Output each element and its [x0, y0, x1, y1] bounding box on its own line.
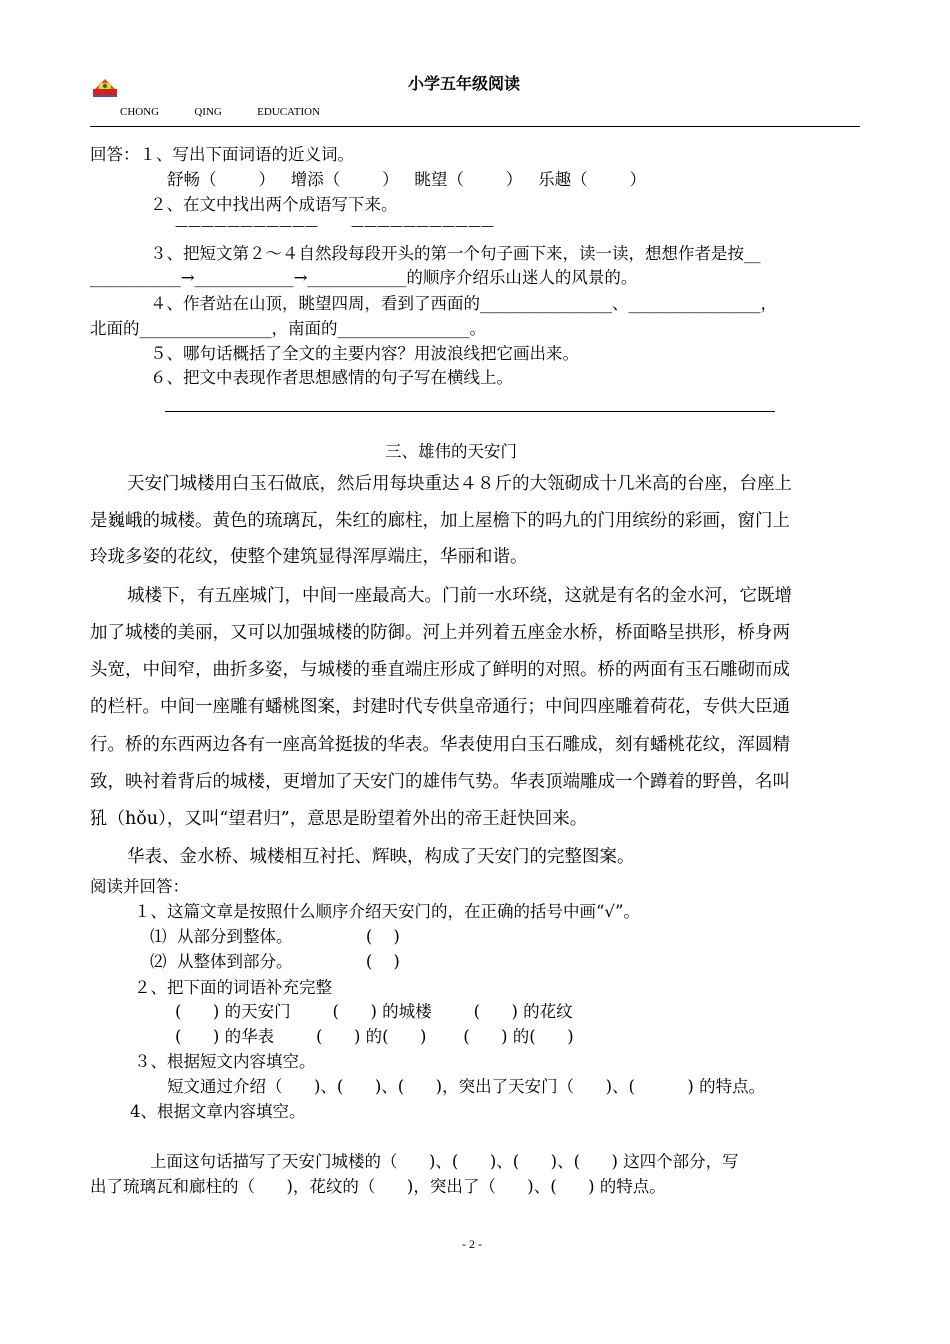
part-a-line: ５、哪句话概括了全文的主要内容？用波浪线把它画出来。 [150, 344, 579, 363]
part-a-line: 北面的________________，南面的________________。 [90, 319, 486, 338]
part-b-line: ２、把下面的词语补充完整 [134, 978, 332, 997]
part-b-line: 出了琉璃瓦和廊柱的（ )，花纹的（ )，突出了（ )、( ) 的特点。 [90, 1177, 666, 1196]
article-line: 华表、金水桥、城楼相互衬托、辉映，构成了天安门的完整图案。 [127, 847, 635, 867]
part-b-line: ⑴ 从部分到整体。 ( ) [150, 927, 400, 946]
article-line: 是巍峨的城楼。黄色的琉璃瓦，朱红的廊柱，加上屋檐下的吗九的门用缤纷的彩画，窗门上 [90, 511, 790, 531]
article-line: 犼（hǒu），又叫“望君归”，意思是盼望着外出的帝王赶快回来。 [90, 809, 588, 829]
article-line: 玲珑多姿的花纹，使整个建筑显得浑厚端庄，华丽和谐。 [90, 547, 528, 567]
part-b-line: ( ) 的天安门 ( ) 的城楼 ( ) 的花纹 [175, 1002, 573, 1021]
header-title: 小学五年级阅读 [408, 74, 521, 93]
part-b-line: 4、根据文章内容填空。 [130, 1102, 306, 1121]
article-line: 头宽，中间窄，曲折多姿，与城楼的垂直端庄形成了鲜明的对照。桥的两面有玉石雕砌而成 [90, 660, 790, 680]
part-b-line: 阅读并回答： [90, 877, 189, 896]
part-a-line: 回答：１、写出下面词语的近义词。 [90, 145, 354, 164]
article-line: 加了城楼的美丽，又可以加强城楼的防御。河上并列着五座金水桥，桥面略呈拱形，桥身两 [90, 623, 790, 643]
part-a-line: ４、作者站在山顶，眺望四周，看到了西面的________________、________________， [150, 294, 777, 313]
header-subtitle: CHONG QING EDUCATION [120, 106, 321, 118]
article-line: 天安门城楼用白玉石做底，然后用每块重达４８斤的大瓴砌成十几米高的台座，台座上 [127, 474, 792, 494]
part-b-line: １、这篇文章是按照什么顺序介绍天安门的，在正确的括号中画“√”。 [134, 902, 640, 921]
article-title: 三、雄伟的天安门 [385, 442, 517, 461]
part-a-line: ６、把文中表现作者思想感情的句子写在横线上。 [150, 368, 513, 387]
article-line: 行。桥的东西两边各有一座高耸挺拔的华表。华表使用白玉石雕成，刻有蟠桃花纹，浑圆精 [90, 735, 790, 755]
part-b-line: ３、根据短文内容填空。 [134, 1052, 316, 1071]
header-rule [90, 126, 860, 127]
page-number: - 2 - [462, 1237, 482, 1251]
logo [91, 76, 119, 98]
part-a-line: ２、在文中找出两个成语写下来。 [150, 195, 398, 214]
answer-line [165, 411, 775, 412]
part-a-line: 舒畅（ ） 增添（ ） 眺望（ ） 乐趣（ ） [167, 170, 647, 189]
article-line: 城楼下，有五座城门，中间一座最高大。门前一水环绕，这就是有名的金水河，它既增 [127, 586, 792, 606]
article-line: 的栏杆。中间一座雕有蟠桃图案，封建时代专供皇帝通行；中间四座雕着荷花，专供大臣通 [90, 697, 790, 717]
part-b-line: 短文通过介绍（ )、( )、( )，突出了天安门（ )、( ) 的特点。 [167, 1077, 766, 1096]
part-a-line: ——————————— ——————————— [175, 219, 495, 234]
article-line: 致，映衬着背后的城楼，更增加了天安门的雄伟气势。华表顶端雕成一个蹲着的野兽，名叫 [90, 772, 790, 792]
part-a-line: ___________→____________→____________的顺序介绍乐山迷人的风景的。 [90, 268, 638, 287]
part-b-line: ⑵ 从整体到部分。 ( ) [150, 952, 400, 971]
part-b-line: ( ) 的华表 ( ) 的( ) ( ) 的( ) [175, 1027, 574, 1046]
part-a-line: ３、把短文第２～４自然段每段开头的第一个句子画下来，读一读，想想作者是按__ [150, 244, 761, 263]
part-b-line: 上面这句话描写了天安门城楼的（ )、( )、( )、( ) 这四个部分，写 [150, 1152, 739, 1171]
